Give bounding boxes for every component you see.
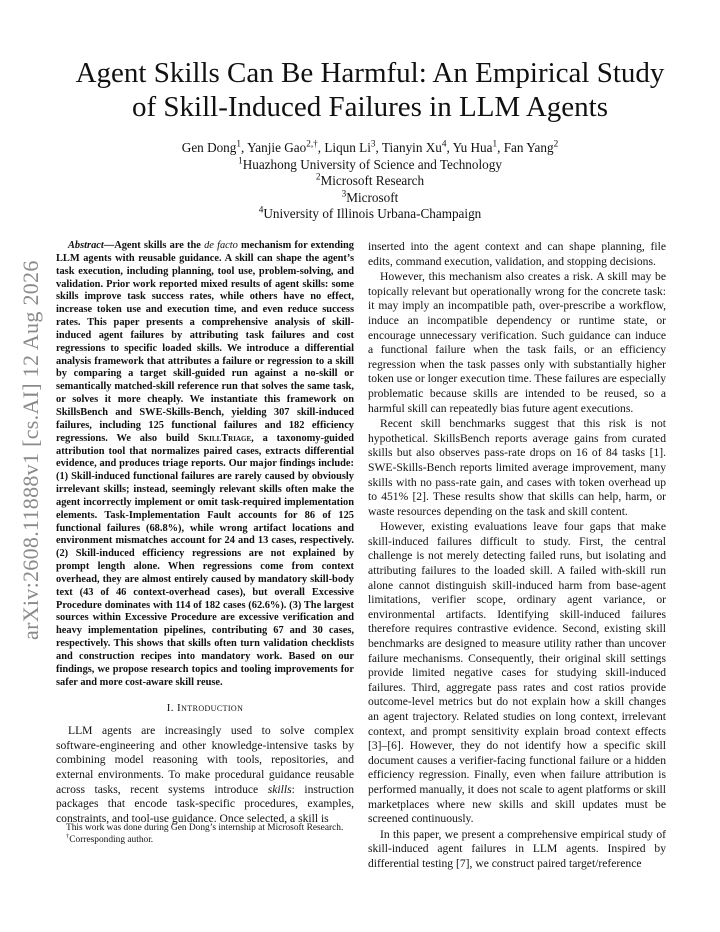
arxiv-identifier: arXiv:2608.11888v1 [cs.AI] 12 Aug 2026 [18, 260, 43, 640]
body-paragraph: In this paper, we present a comprehensive empirical study of skill-induced agent failures in LLM agents. Inspired by differential testing [7], we construct paired target/reference [368, 827, 666, 870]
author: Tianyin Xu$^4$, [381, 138, 453, 155]
author: Fan Yang$^2$ [503, 138, 559, 155]
author-block [60, 140, 680, 223]
body-paragraph: However, existing evaluations leave four gaps that make skill-induced failures difficult to study. First, the central challenge is not merely detecting failed runs, but isolating and attributing failures to the loaded skill. A failed with-skill run alone cannot distinguish skill-induced harm from base-agent limitations, verifier scope, ordinary agent variance, or environmental artifacts. Identifying skill-induced failures therefore requires contrastive evidence. Second, existing skill benchmarks are designed to measure utility rather than uncover failure mechanisms. Consequently, their original skill settings provide limited negative cases for studying skill-induced failures. Third, aggregate pass rates and cost ratios provide outcome-level metrics but do not explain how a skill changes an agent trajectory. Related studies on long context, irrelevant context, and prompt sensitivity explain broad context effects [3]–[6]. However, they do not identify how a specific skill document causes a verifier-facing functional failure or a hidden efficiency regression. Finally, even when failure attribution is performed manually, it does not scale to agent platforms or skill marketplaces where new skills and skill updates must be screened continuously. [368, 520, 666, 826]
affiliation: $^1$Huazhong University of Science and Technology [238, 155, 502, 172]
left-column [56, 240, 354, 826]
author: Gen Dong$^1$, [181, 138, 248, 155]
body-paragraph: Recent skill benchmarks suggest that this risk is not hypothetical. SkillsBench reports average gains from curated skills but also observes pass-rate drops on 16 of 84 tasks [1]. SWE-Skills-Bench reports limited average improvement, many skills with no pass-rate gain, and cases with token overhead up to 451% [2]. These results show that skills can help, harm, or waste resources depending on the task and skill content. [368, 417, 666, 518]
tool-name: SkillTriage [197, 432, 252, 444]
author: Yanjie Gao$^{2,\dagger}$, [247, 138, 325, 155]
affiliation: $^4$University of Illinois Urbana-Champaign [258, 204, 482, 221]
footnote: This work was done during Gen Dong’s internship at Microsoft Research. [66, 823, 344, 833]
section-heading: I. Introduction [166, 701, 244, 714]
author-list [60, 140, 680, 157]
author: Yu Hua$^1$, [452, 138, 504, 155]
body-paragraph: However, this mechanism also creates a risk. A skill may be topically relevant but operationally wrong for the concrete task: it may imply an incompatible path, over-prescribe a workflow, induce an incompatible dependency or runtime state, or encourage unnecessary verification. Such guidance can induce a functional failure when the task fails, or an efficiency regression when the task passes only with substantially higher token use or longer execution time. These failures are especially problematic because skills are intended to be reused, so a harmful skill can repeatedly bias future agent executions. [368, 270, 666, 415]
right-column [368, 240, 666, 872]
title-line-2: of Skill-Induced Failures in LLM Agents [131, 91, 609, 123]
author: Liqun Li$^3$, [324, 138, 382, 155]
footnotes [56, 822, 354, 846]
paper-title [50, 56, 690, 124]
intro-paragraph: LLM agents are increasingly used to solve complex software-engineering and other knowledge-intensive tasks by combining model reasoning with tools, repositories, and external environments. To make procedural guidance reusable across tasks, recent systems introduce skills: instruction packages that encode task-specific procedures, examples, constraints, and tool-use guidance. Once selected, a skill is [56, 724, 354, 825]
affiliation: $^2$Microsoft Research [315, 171, 425, 188]
affiliation: $^3$Microsoft [341, 188, 399, 205]
body-paragraph: inserted into the agent context and can shape planning, file edits, command execution, validation, and stopping decisions. [368, 240, 666, 268]
title-line-1: Agent Skills Can Be Harmful: An Empirical Study [75, 57, 665, 89]
footnote: †Corresponding author. [66, 832, 154, 845]
abstract: Abstract—Agent skills are the de facto mechanism for extending LLM agents with reusable guidance. A skill can shape the agent’s task execution, including planning, tool use, problem-solving, and validation. Prior work reported mixed results of agent skills: some skills improve task success rates, while others have no effect, increase token use and execution time, and even reduce success rates. This paper presents a comprehensive analysis of skill-induced agent failures by attributing task failures and cost regressions to specific loaded skills. We introduce a differential analysis framework that attributes a failure or regression to a skill by comparing a target skill-guided run against a no-skill or semantically matched-skill reference run that solves the same task, or solves it more cheaply. We instantiate this framework on SkillsBench and SWE-Skills-Bench, yielding 307 skill-induced failures, including 125 functional failures and 182 efficiency regressions. We also build SkillTriage, a taxonomy-guided attribution tool that normalizes paired cases, extracts differential evidence, and produces triage reports. Our major findings include: (1) Skill-induced functional failures are rarely caused by obviously irrelevant skills; instead, seemingly relevant skills often make the agent incorrectly implement or omit task-required implementation elements. Task-Implementation Fault accounts for 86 of 125 functional failures (68.8%), while wrong artifact locations and environment mismatches account for 24 and 13 cases, respectively. (2) Skill-induced efficiency regressions are not explained by prompt length alone. When regressions come from context overhead, they are almost entirely caused by mandatory skill-body text (43 of 46 context-overhead cases), but overall Excessive Procedure dominates with 114 of 182 cases (62.6%). (3) The largest sources within Excessive Procedure are excessive verification and heavy implementation pipelines, contributing 67 and 30 cases, respectively. This shows that skills often turn validation checklists and construction recipes into mandatory work. Based on our findings, we propose research topics and tooling improvements for safer and more cost-aware skill reuse. [56, 240, 354, 688]
